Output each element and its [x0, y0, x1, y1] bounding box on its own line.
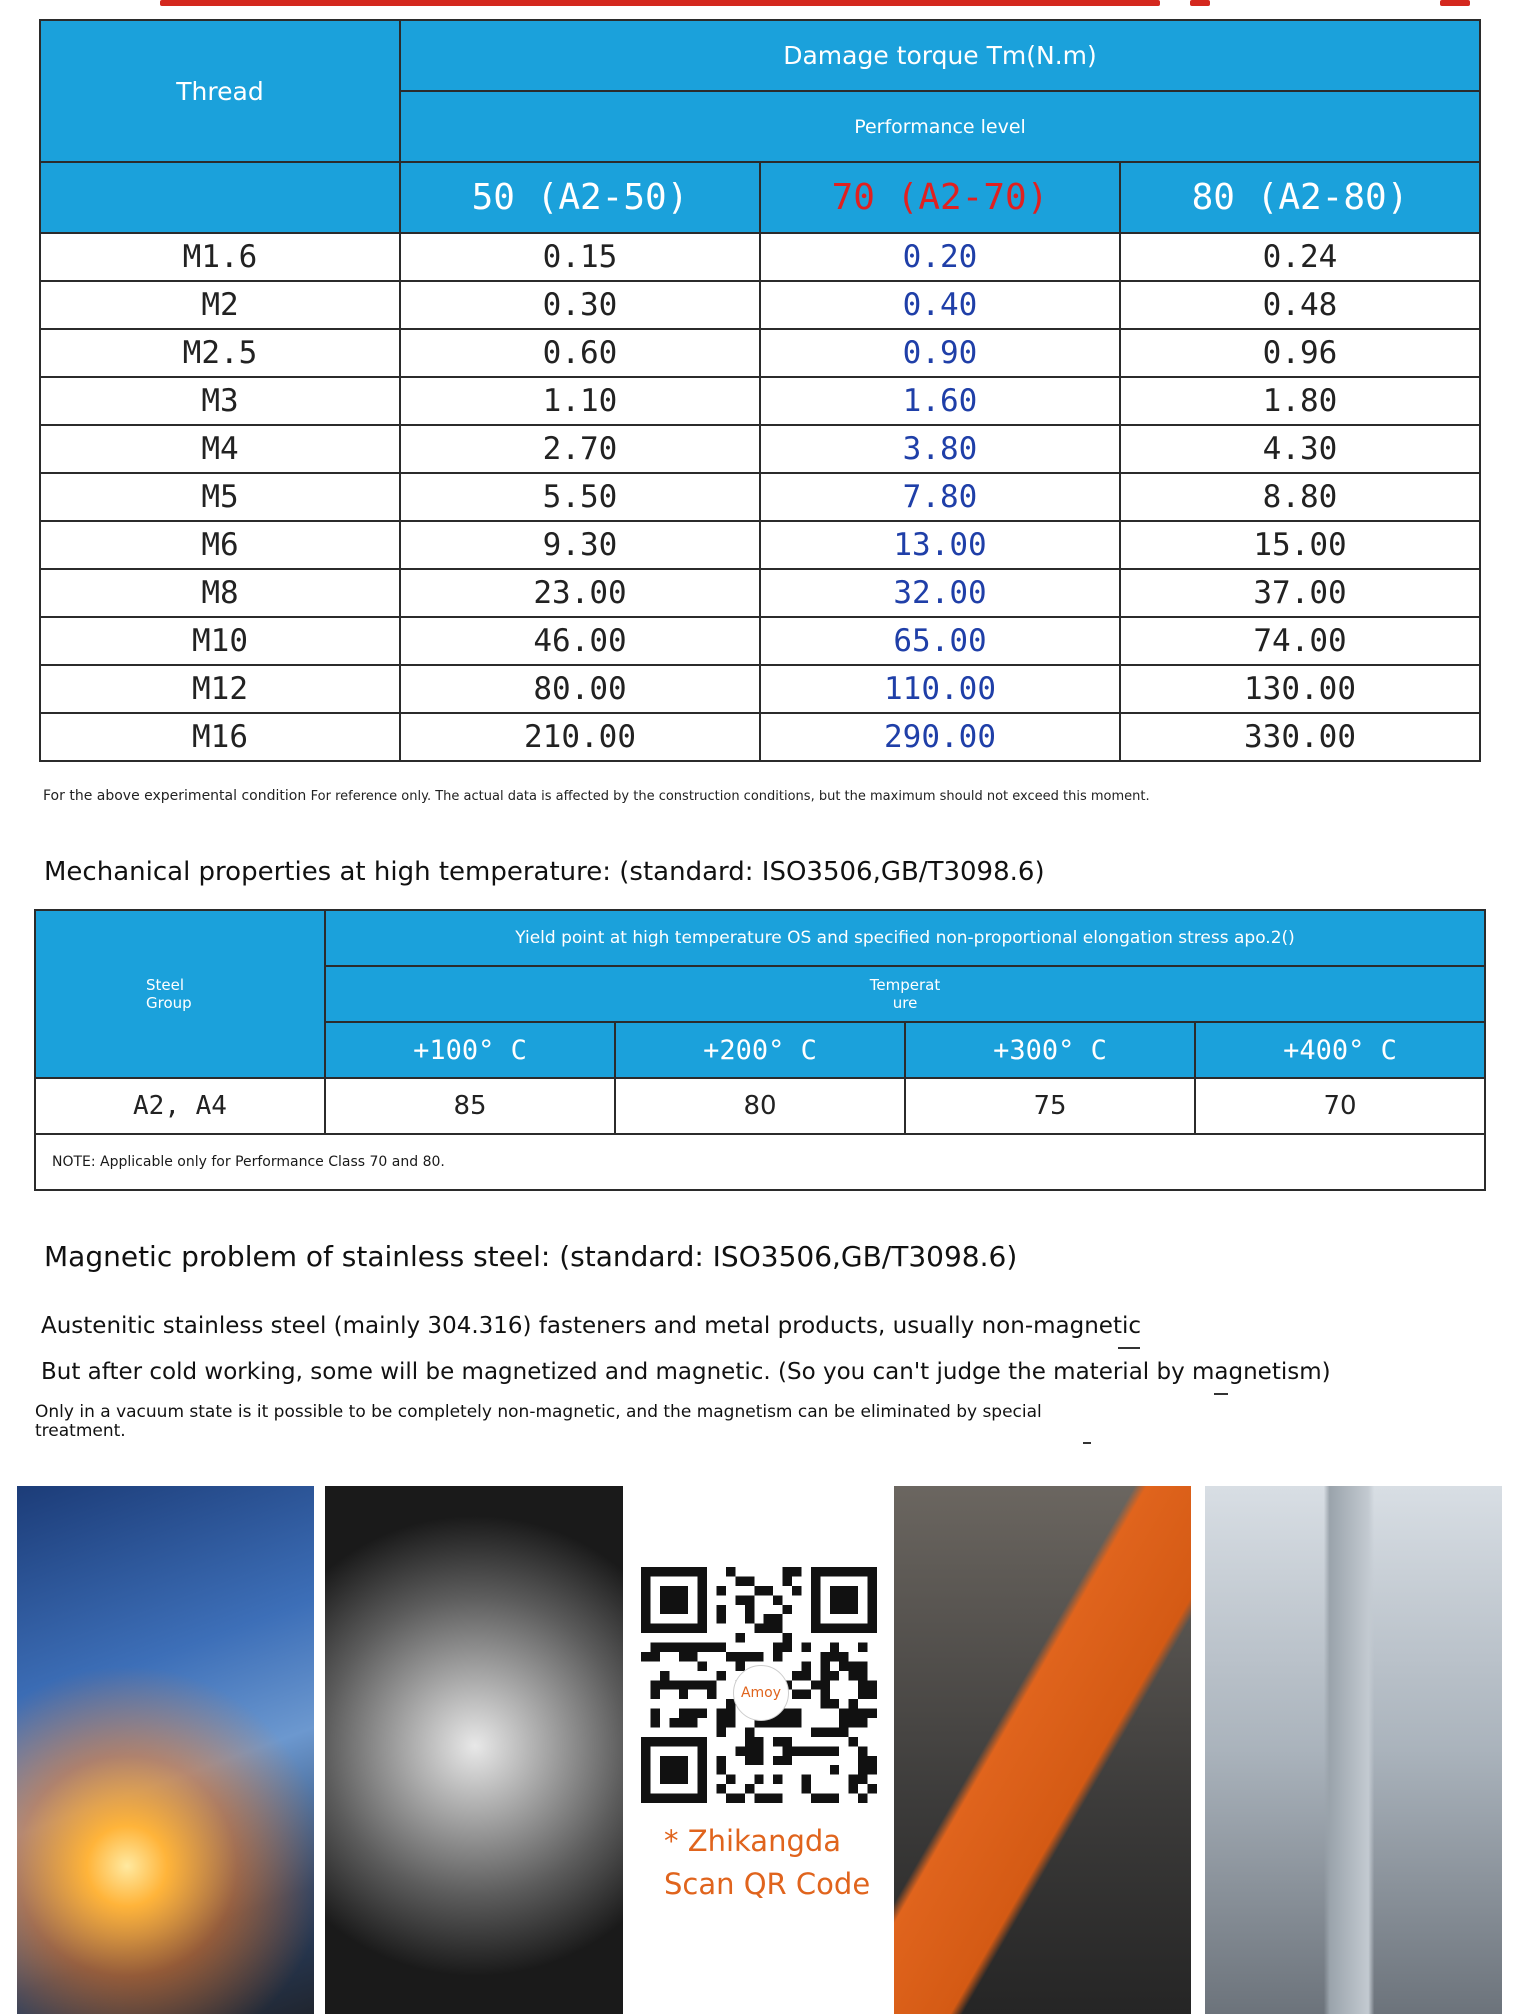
damage-torque-table	[39, 19, 1481, 762]
value-a2-80: 0.96	[1120, 329, 1480, 377]
thread-header: Thread	[40, 20, 400, 162]
torque-note: For the above experimental condition For reference only. The actual data is affected by the construction conditions, but the maximum should not exceed this moment.	[43, 788, 1150, 804]
value-a2-70: 0.40	[760, 281, 1120, 329]
value-a2-70: 32.00	[760, 569, 1120, 617]
value-a2-50: 2.70	[400, 425, 760, 473]
yield-value-200: 80	[615, 1078, 905, 1134]
steel-group-label: A2, A4	[35, 1078, 325, 1134]
temperature-header: Temperat ure	[325, 966, 1485, 1022]
thread-cell: M4	[40, 425, 400, 473]
temp-100: +100° C	[325, 1022, 615, 1078]
value-a2-50: 23.00	[400, 569, 760, 617]
temp-200: +200° C	[615, 1022, 905, 1078]
high-temp-heading: Mechanical properties at high temperature: (standard: ISO3506,GB/T3098.6)	[44, 857, 1045, 887]
table-row	[40, 425, 1480, 473]
table-row	[40, 617, 1480, 665]
value-a2-80: 0.24	[1120, 233, 1480, 281]
value-a2-50: 0.60	[400, 329, 760, 377]
qr-logo: Amoy	[733, 1665, 789, 1721]
thread-cell: M5	[40, 473, 400, 521]
divider-dash	[1083, 1442, 1091, 1444]
value-a2-70: 1.60	[760, 377, 1120, 425]
value-a2-80: 4.30	[1120, 425, 1480, 473]
yield-value-300: 75	[905, 1078, 1195, 1134]
cropped-title-band	[0, 0, 1521, 12]
welding-photo	[17, 1486, 314, 2014]
thread-cell: M8	[40, 569, 400, 617]
steel-group-header: Steel Group	[35, 910, 325, 1078]
value-a2-50: 46.00	[400, 617, 760, 665]
value-a2-70: 65.00	[760, 617, 1120, 665]
column-header-70: 70 (A2-70)	[760, 162, 1120, 233]
yield-point-header: Yield point at high temperature OS and specified non-proportional elongation stress apo.2()	[325, 910, 1485, 966]
value-a2-80: 8.80	[1120, 473, 1480, 521]
performance-level-header: Performance level	[400, 91, 1480, 162]
value-a2-80: 74.00	[1120, 617, 1480, 665]
column-header-50: 50 (A2-50)	[400, 162, 760, 233]
table-row	[40, 233, 1480, 281]
value-a2-70: 7.80	[760, 473, 1120, 521]
magnetic-line-1: Austenitic stainless steel (mainly 304.316) fasteners and metal products, usually non-magnetic	[41, 1313, 1142, 1339]
column-header-80: 80 (A2-80)	[1120, 162, 1480, 233]
brand-label: * Zhikangda	[664, 1824, 842, 1858]
value-a2-80: 15.00	[1120, 521, 1480, 569]
value-a2-70: 0.20	[760, 233, 1120, 281]
value-a2-70: 3.80	[760, 425, 1120, 473]
thread-cell: M6	[40, 521, 400, 569]
yield-value-100: 85	[325, 1078, 615, 1134]
thread-header-fill	[40, 162, 400, 233]
thread-cell: M3	[40, 377, 400, 425]
value-a2-80: 130.00	[1120, 665, 1480, 713]
table-row	[40, 713, 1480, 761]
divider-dash	[1118, 1347, 1140, 1349]
value-a2-50: 80.00	[400, 665, 760, 713]
divider-dash	[1214, 1393, 1228, 1395]
value-a2-70: 13.00	[760, 521, 1120, 569]
magnetic-heading: Magnetic problem of stainless steel: (standard: ISO3506,GB/T3098.6)	[44, 1240, 1018, 1273]
value-a2-80: 37.00	[1120, 569, 1480, 617]
value-a2-70: 110.00	[760, 665, 1120, 713]
value-a2-80: 330.00	[1120, 713, 1480, 761]
value-a2-70: 290.00	[760, 713, 1120, 761]
magnetic-line-2: But after cold working, some will be magnetized and magnetic. (So you can't judge the material by magnetism)	[41, 1359, 1331, 1385]
yield-value-400: 70	[1195, 1078, 1485, 1134]
thread-cell: M1.6	[40, 233, 400, 281]
value-a2-50: 5.50	[400, 473, 760, 521]
value-a2-80: 0.48	[1120, 281, 1480, 329]
magnetic-line-3: Only in a vacuum state is it possible to be completely non-magnetic, and the magnetism can be eliminated by special treatment.	[35, 1402, 1042, 1441]
temp-400: +400° C	[1195, 1022, 1485, 1078]
value-a2-50: 210.00	[400, 713, 760, 761]
value-a2-70: 0.90	[760, 329, 1120, 377]
value-a2-50: 1.10	[400, 377, 760, 425]
scan-qr-label: Scan QR Code	[664, 1867, 871, 1901]
table-row	[40, 473, 1480, 521]
industrial-robot-photo	[894, 1486, 1191, 2014]
engine-photo	[325, 1486, 623, 2014]
damage-torque-title: Damage torque Tm(N.m)	[400, 20, 1480, 91]
thread-cell: M2.5	[40, 329, 400, 377]
pick-and-place-machine-photo	[1205, 1486, 1502, 2014]
table-row	[40, 665, 1480, 713]
table-row	[35, 1078, 1485, 1134]
value-a2-50: 0.30	[400, 281, 760, 329]
table-row	[40, 329, 1480, 377]
thread-cell: M16	[40, 713, 400, 761]
temp-300: +300° C	[905, 1022, 1195, 1078]
temp-note: NOTE: Applicable only for Performance Class 70 and 80.	[35, 1134, 1485, 1190]
thread-cell: M12	[40, 665, 400, 713]
thread-cell: M10	[40, 617, 400, 665]
high-temp-table	[34, 909, 1486, 1191]
value-a2-80: 1.80	[1120, 377, 1480, 425]
value-a2-50: 9.30	[400, 521, 760, 569]
table-row	[40, 521, 1480, 569]
table-row	[40, 569, 1480, 617]
table-row	[40, 377, 1480, 425]
thread-cell: M2	[40, 281, 400, 329]
value-a2-50: 0.15	[400, 233, 760, 281]
table-row	[40, 281, 1480, 329]
